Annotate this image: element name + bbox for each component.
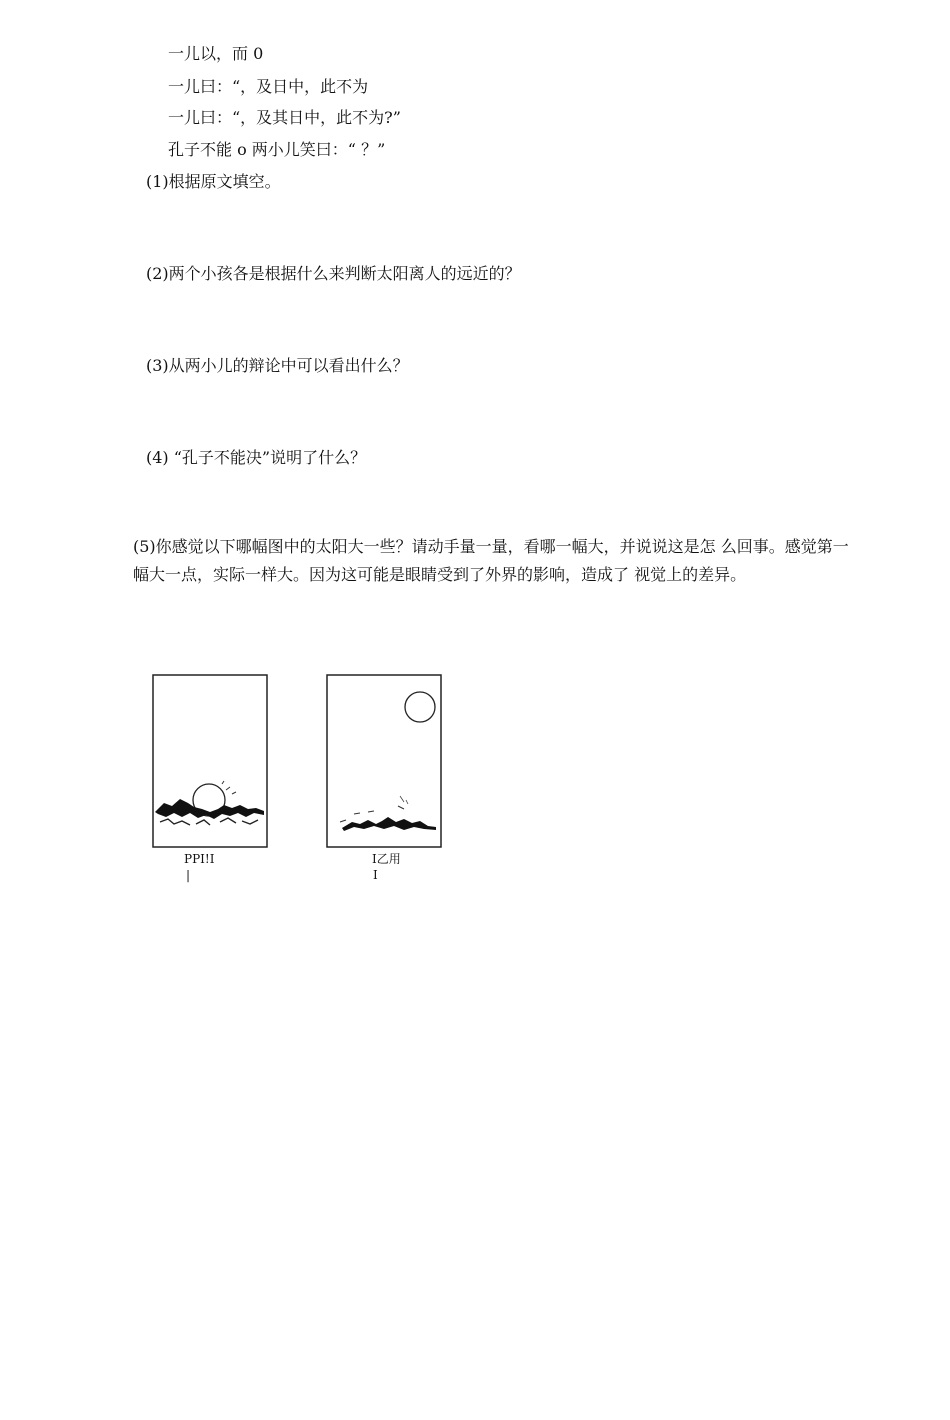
sun-icon	[405, 692, 435, 722]
question-3: (3)从两小儿的辩论中可以看出什么？	[146, 356, 409, 375]
sun-on-horizon-figure	[150, 672, 270, 850]
passage-line-4: 孔子不能 o 两小儿笑曰：“ ？”	[168, 140, 386, 159]
question-4: (4) “孔子不能决”说明了什么？	[146, 448, 367, 467]
passage-line-1: 一儿以，而 0	[168, 44, 264, 63]
passage-line-3: 一儿曰：“，及其日中，此不为?”	[168, 108, 401, 127]
left-figure-caption: PPI!I	[184, 852, 215, 866]
question-1: (1)根据原文填空。	[146, 172, 281, 191]
right-figure-caption: I乙用	[372, 852, 401, 866]
passage-line-2: 一儿曰：“，及日中，此不为	[168, 77, 369, 96]
question-5: (5)你感觉以下哪幅图中的太阳大一些？请动手量一量，看哪一幅大，并说说这是怎 么回事。感觉第一幅大一点，实际一样大。因为这可能是眼睛受到了外界的影响，造成了 视觉上的差异。	[133, 537, 849, 584]
sun-in-sky-figure	[324, 672, 444, 850]
question-2: (2)两个小孩各是根据什么来判断太阳离人的远近的？	[146, 264, 521, 283]
left-figure-caption-mark: |	[186, 868, 191, 882]
right-figure-caption-mark: I	[373, 868, 378, 882]
